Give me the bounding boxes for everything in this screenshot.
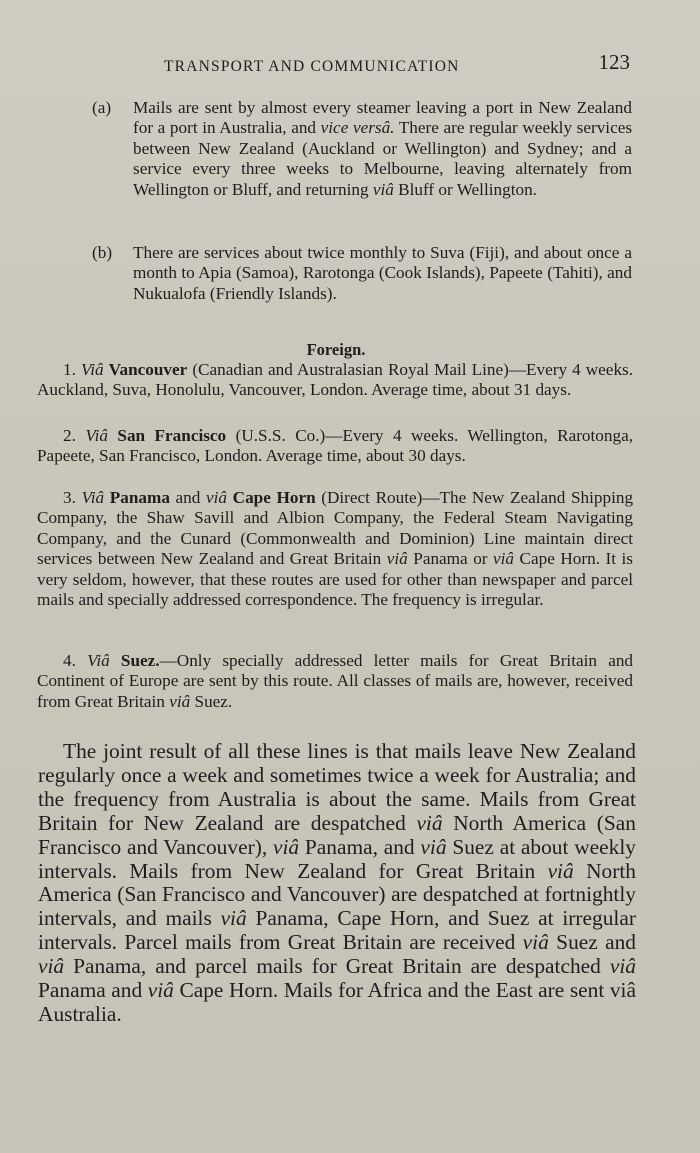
text-run: 3. (63, 488, 82, 507)
list-item-text (133, 243, 632, 304)
bold-run: Suez. (120, 651, 160, 670)
bold-run: Panama (109, 488, 170, 507)
italic-run: viâ (420, 834, 447, 859)
text-run: Panama, Cape Horn, and Suez at irregular intervals. Parcel mails from Great Britain are received (38, 906, 636, 955)
text-run: (Canadian and Australasian Royal Mail Line)—Every 4 weeks. Auckland, Suva, Honolulu, Vancouver, London. Average time, about 31 days. (37, 360, 634, 400)
running-head: TRANSPORT AND COMMUNICATION (164, 58, 460, 75)
italic-run: viâ (547, 858, 574, 883)
foreign-route-1 (37, 360, 633, 401)
list-item-a (92, 98, 632, 200)
italic-run: viâ (272, 834, 300, 859)
page-header (40, 50, 632, 80)
italic-run: vice versâ. (320, 118, 395, 138)
list-marker: (a) (92, 98, 112, 117)
italic-run: Viâ (85, 426, 108, 445)
text-run: Suez at about weekly intervals. Mails from New Zealand for Great Britain (38, 834, 636, 883)
italic-run: viâ (493, 549, 515, 569)
text-run: 4. (63, 651, 88, 670)
italic-run: viâ (38, 954, 65, 979)
list-item-text (133, 98, 632, 200)
italic-run: viâ (416, 810, 443, 835)
text-run: Suez. (190, 691, 233, 711)
italic-run: viâ (147, 978, 174, 1003)
text-run: 1. (63, 360, 81, 379)
text-run: (U.S.S. Co.)—Every 4 weeks. Wellington, Rarotonga, Papeete, San Francisco, London. Average time, about 30 days. (37, 426, 633, 466)
italic-run: viâ (220, 906, 247, 931)
text-run: Bluff or Wellington. (393, 179, 537, 199)
italic-run: viâ (609, 954, 636, 979)
text-run: Cape Horn. It is very seldom, however, that these routes are used for other than newspaper and parcel mails and specially addressed correspondence. The frequency is irregular. (37, 549, 633, 610)
text-run: 2. (63, 426, 86, 445)
foreign-route-3 (37, 488, 633, 610)
italic-run: Viâ (87, 651, 110, 670)
text-run: The joint result of all these lines is that mails leave New Zealand regularly once a week and sometimes twice a week for Australia; and the frequency from Australia is about the same. Mails from Great Britain for New Zealand are despatched (38, 739, 636, 835)
text-run: There are regular weekly services between New Zealand (Auckland or Wellington) and Sydney; and a service every three weeks to Melbourne, leaving alternately from Wellington or Bluff, and returning (133, 118, 633, 199)
text-run: Cape Horn. Mails for Africa and the East are sent viâ Australia. (38, 978, 636, 1026)
italic-run: Viâ (80, 360, 104, 379)
text-run: Panama or (407, 549, 494, 569)
list-marker: (b) (92, 243, 113, 262)
italic-run: viâ (522, 930, 549, 955)
italic-run: viâ (206, 488, 228, 507)
italic-run: Viâ (81, 488, 105, 507)
text-run: Suez and (548, 930, 636, 955)
foreign-route-2 (37, 426, 633, 467)
text-run: —Only specially addressed letter mails for Great Britain and Continent of Europe are sent by this route. All classes of mails are, however, received from Great Britain (37, 651, 634, 711)
summary-paragraph (38, 740, 636, 1027)
italic-run: viâ (169, 691, 191, 711)
text-run: Panama, and parcel mails for Great Britain are despatched (64, 954, 610, 979)
foreign-route-4 (37, 651, 633, 712)
page-number: 123 (598, 50, 630, 74)
bold-run: San Francisco (117, 426, 227, 445)
text-run: (Direct Route)—The New Zealand Shipping Company, the Shaw Savill and Albion Company, the Federal Steam Navigating Company, and the Cunard (Commonwealth and Dominion) Line maintain direct services between New Zealand and Great Britain (37, 488, 634, 569)
italic-run: viâ (386, 549, 408, 569)
section-heading-foreign: Foreign. (306, 340, 366, 359)
list-item-b (92, 243, 632, 304)
text-run (110, 651, 121, 670)
text-run (108, 426, 117, 445)
italic-run: viâ (372, 179, 394, 199)
bold-run: Vancouver (108, 360, 188, 379)
text-run: North America (San Francisco and Vancouver), (38, 810, 636, 859)
text-run: and (169, 488, 207, 507)
text-run: Mails are sent by almost every steamer leaving a port in New Zealand for a port in Australia, and (133, 98, 632, 138)
text-run: There are services about twice monthly to Suva (Fiji), and about once a month to Apia (Samoa), Rarotonga (Cook Islands), Papeete (Tahiti), and Nukualofa (Friendly Islands). (133, 243, 632, 303)
bold-run: Cape Horn (232, 488, 316, 507)
text-run: Panama, and (299, 834, 421, 859)
text-run: Panama and (38, 978, 148, 1003)
text-run: North America (San Francisco and Vancouver) are despatched at fortnightly intervals, and mails (38, 858, 636, 931)
